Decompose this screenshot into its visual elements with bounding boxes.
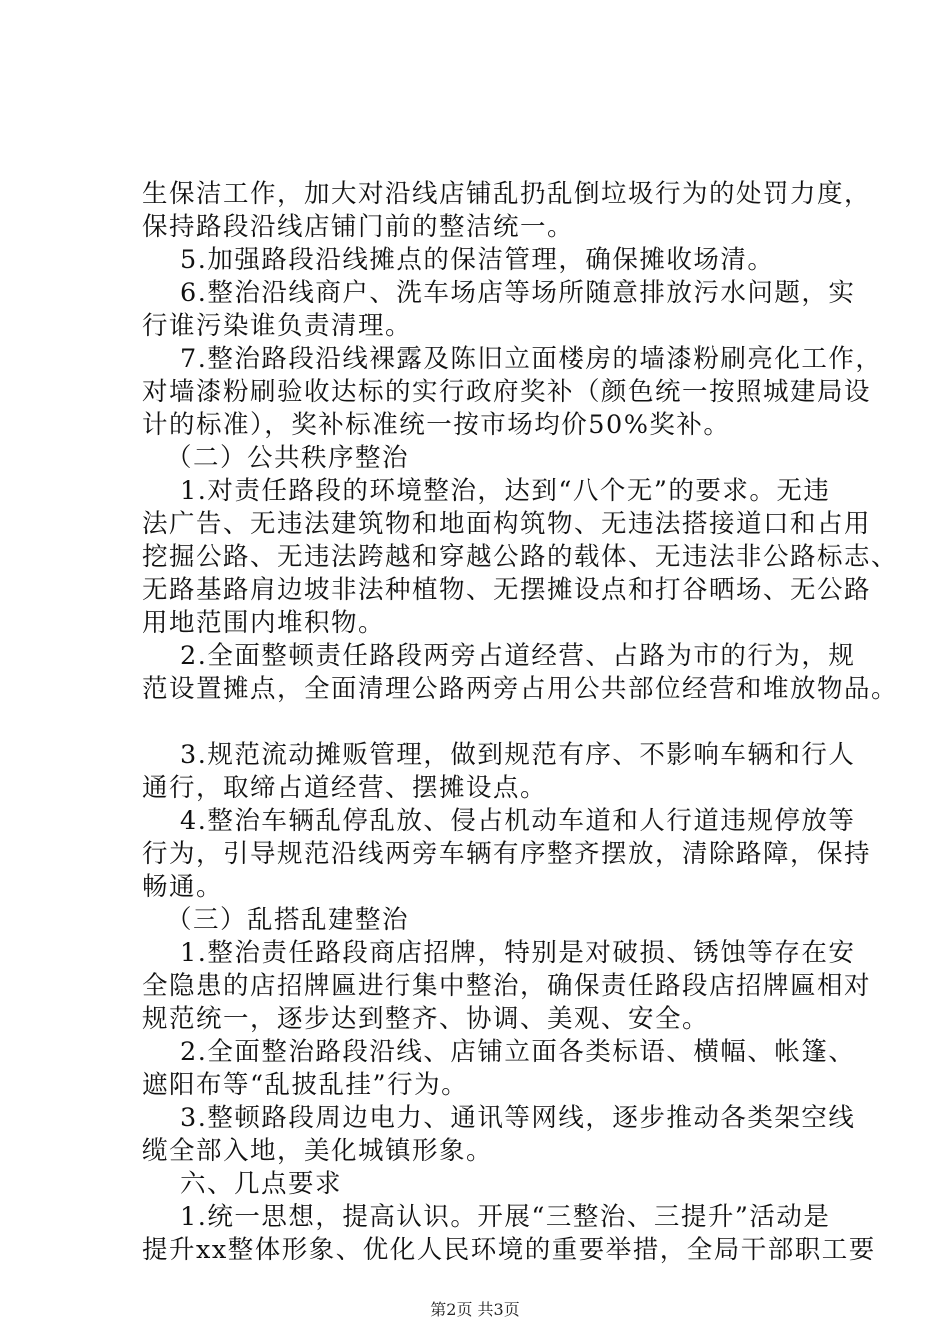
text-line: 3.规范流动摊贩管理，做到规范有序、不影响车辆和行人: [180, 740, 856, 770]
text-line: 保持路段沿线店铺门前的整洁统一。: [142, 212, 575, 242]
text-line: 提升xx整体形象、优化人民环境的重要举措，全局干部职工要: [142, 1235, 876, 1265]
text-line: 3.整顿路段周边电力、通讯等网线，逐步推动各类架空线: [180, 1103, 856, 1133]
text-line: 计的标准），奖补标准统一按市场均价50%奖补。: [142, 410, 731, 440]
text-line: 通行，取缔占道经营、摆摊设点。: [142, 773, 548, 803]
text-line: 1.对责任路段的环境整治，达到“八个无”的要求。无违: [180, 476, 831, 506]
text-line: 生保洁工作，加大对沿线店铺乱扔乱倒垃圾行为的处罚力度，: [142, 179, 872, 209]
text-line: 畅通。: [142, 872, 224, 902]
text-line: 行谁污染谁负责清理。: [142, 311, 413, 341]
text-line: 遮阳布等“乱披乱挂”行为。: [142, 1070, 469, 1100]
text-line: 1.整治责任路段商店招牌，特别是对破损、锈蚀等存在安: [180, 938, 856, 968]
text-line: 挖掘公路、无违法跨越和穿越公路的载体、无违法非公路标志、: [142, 542, 899, 572]
text-line: 2.全面整治路段沿线、店铺立面各类标语、横幅、帐篷、: [180, 1037, 856, 1067]
text-line: 4.整治车辆乱停乱放、侵占机动车道和人行道违规停放等: [180, 806, 856, 836]
text-line: 法广告、无违法建筑物和地面构筑物、无违法搭接道口和占用: [142, 509, 872, 539]
section-heading: 六、几点要求: [180, 1169, 343, 1199]
text-line: 全隐患的店招牌匾进行集中整治，确保责任路段店招牌匾相对: [142, 971, 872, 1001]
text-line: 无路基路肩边坡非法种植物、无摆摊设点和打谷晒场、无公路: [142, 575, 872, 605]
text-line: 行为，引导规范沿线两旁车辆有序整齐摆放，清除路障，保持: [142, 839, 872, 869]
text-line: 缆全部入地，美化城镇形象。: [142, 1136, 494, 1166]
text-line: 规范统一，逐步达到整齐、协调、美观、安全。: [142, 1004, 710, 1034]
section-heading: （三）乱搭乱建整治: [166, 905, 410, 935]
text-line: 7.整治路段沿线裸露及陈旧立面楼房的墙漆粉刷亮化工作，: [180, 344, 883, 374]
page-number-footer: 第2页 共3页: [430, 1300, 520, 1319]
section-heading: （二）公共秩序整治: [166, 443, 410, 473]
text-line: 6.整治沿线商户、洗车场店等场所随意排放污水问题，实: [180, 278, 856, 308]
text-line: 2.全面整顿责任路段两旁占道经营、占路为市的行为，规: [180, 641, 856, 671]
text-line: 1.统一思想，提高认识。开展“三整治、三提升”活动是: [180, 1202, 831, 1232]
text-line: 对墙漆粉刷验收达标的实行政府奖补（颜色统一按照城建局设: [142, 377, 872, 407]
text-line: 5.加强路段沿线摊点的保洁管理，确保摊收场清。: [180, 245, 775, 275]
text-line: 用地范围内堆积物。: [142, 608, 386, 638]
text-line: 范设置摊点，全面清理公路两旁占用公共部位经营和堆放物品。: [142, 674, 899, 704]
